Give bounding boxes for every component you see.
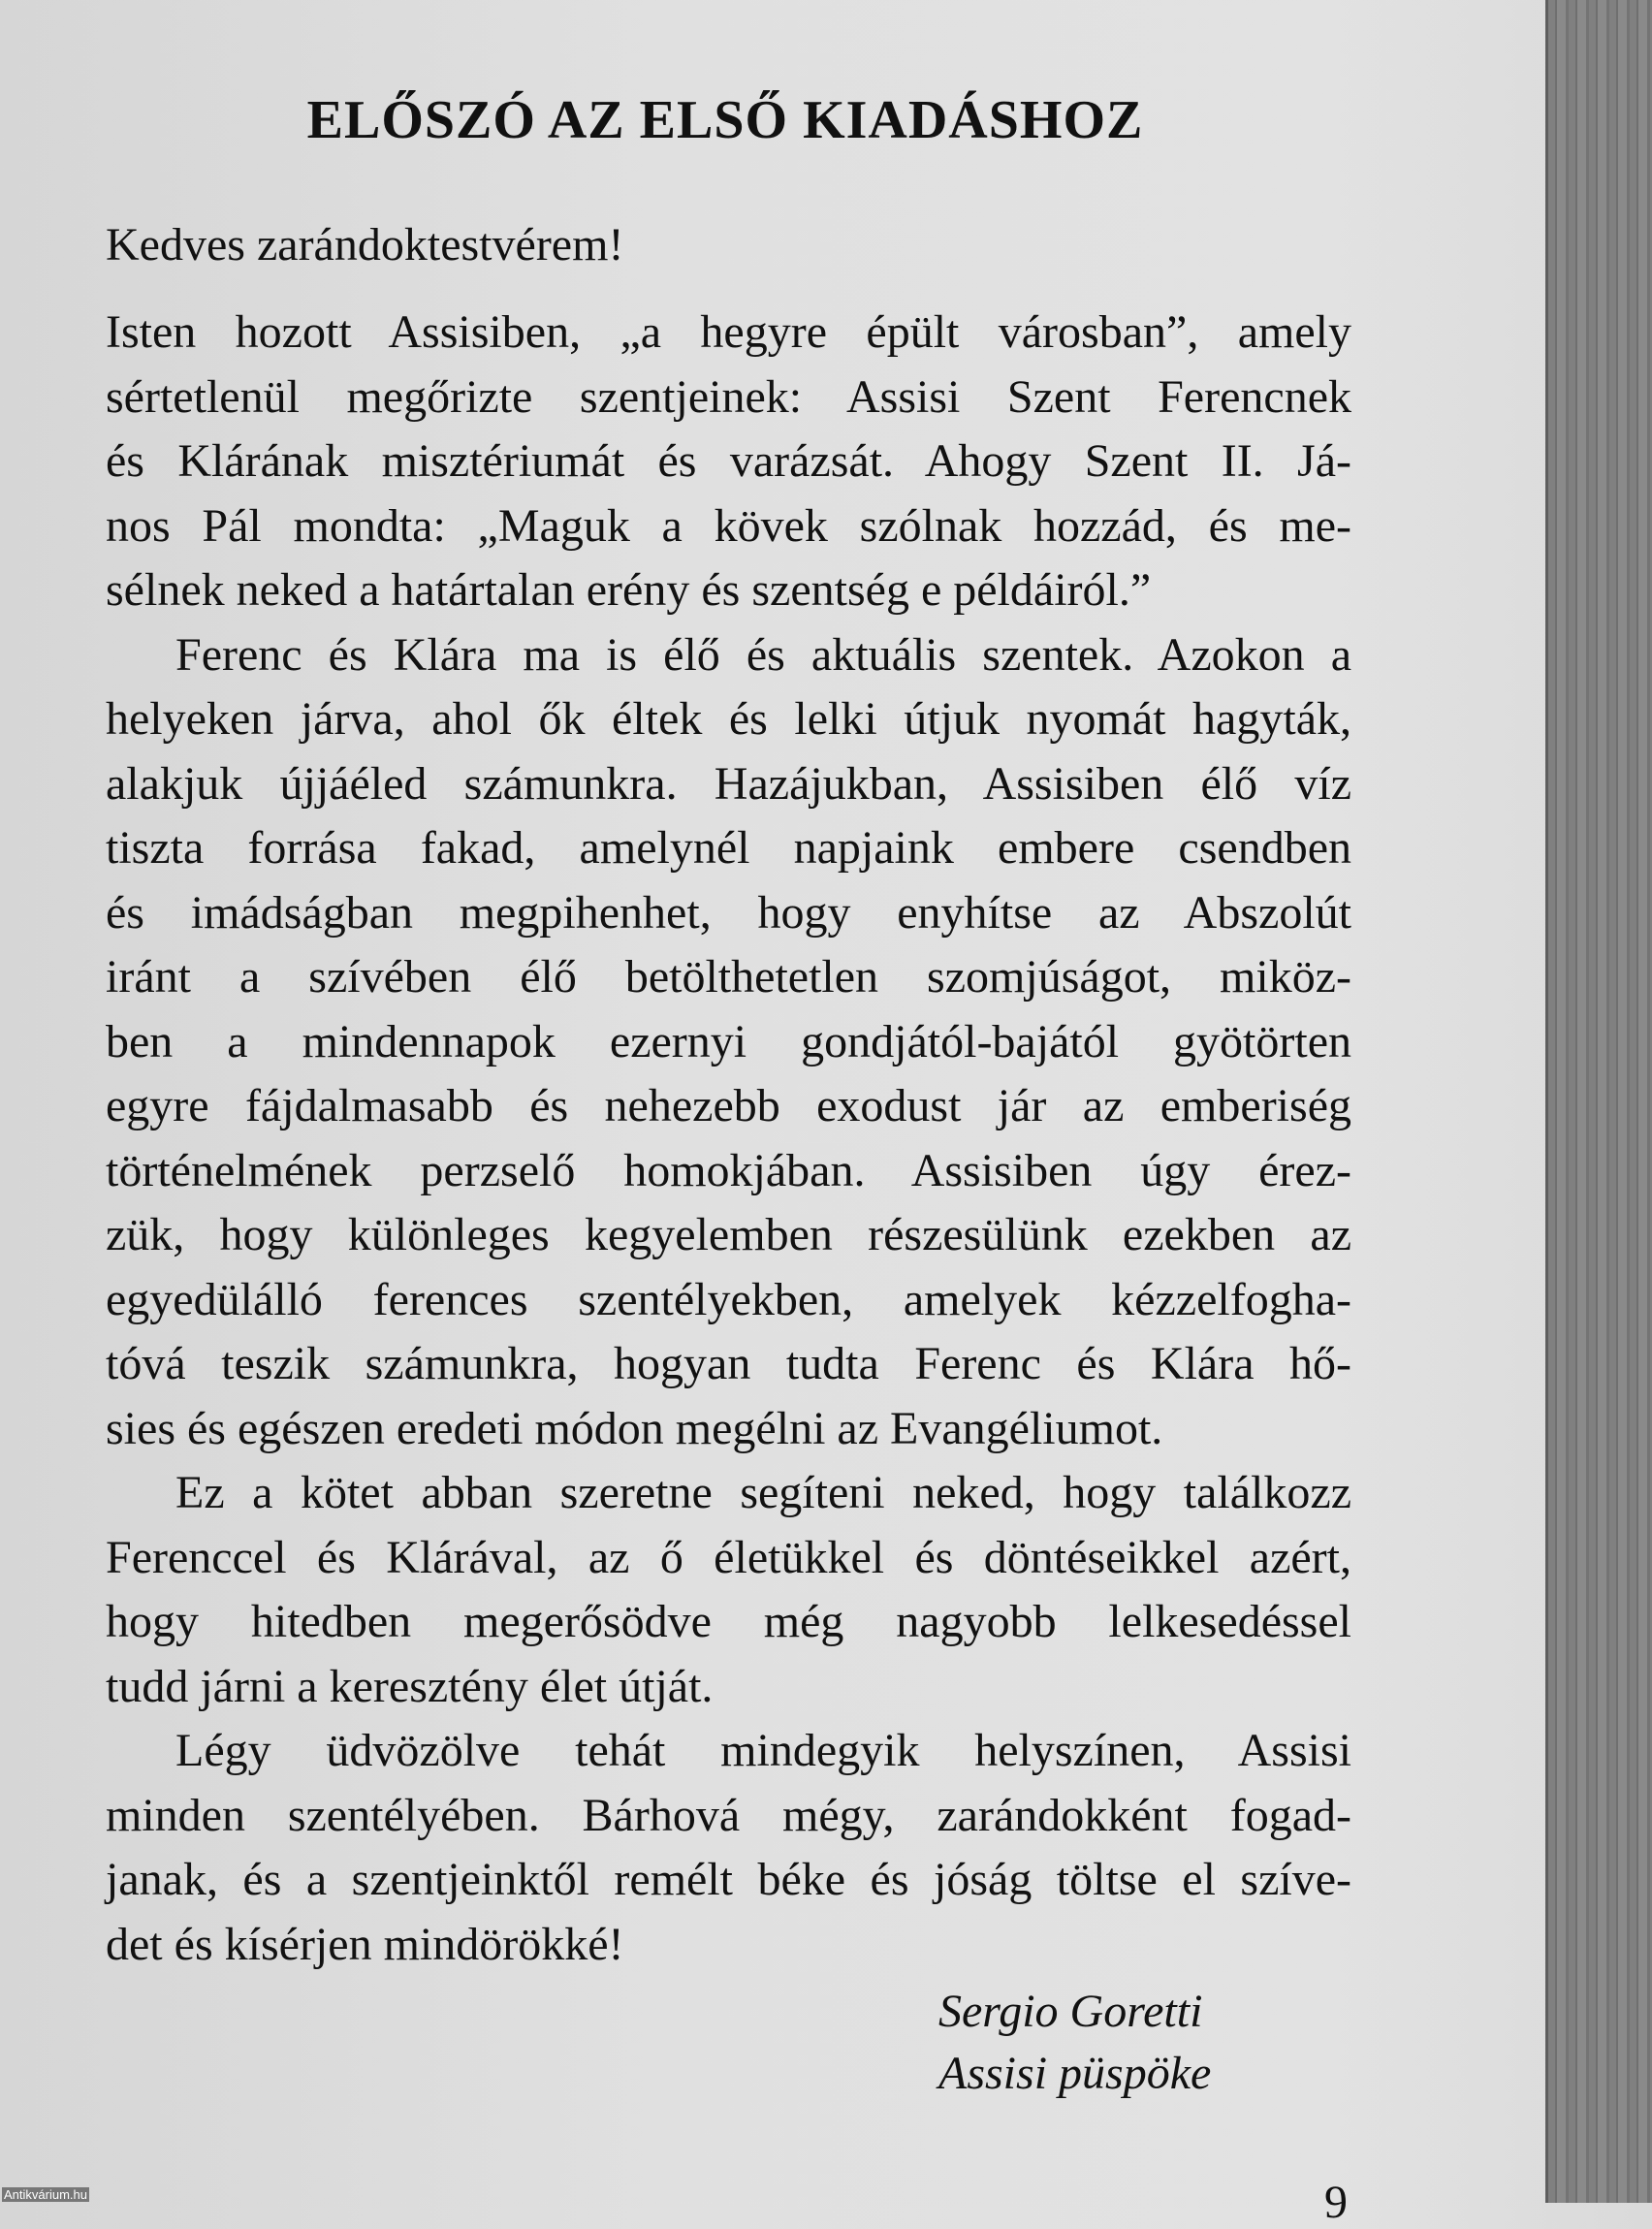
text-line: tóvá teszik számunkra, hogyan tudta Ferenc és Klára hő- (106, 1338, 1351, 1389)
text-line: alakjuk újjáéled számunkra. Hazájukban, Assisiben élő víz (106, 757, 1351, 810)
text-line: ben a mindennapok ezernyi gondjától-bajától gyötörten (106, 1015, 1351, 1067)
text-line: történelmének perzselő homokjában. Assisiben úgy érez- (106, 1144, 1351, 1196)
signature-role: Assisi püspöke (938, 2048, 1212, 2099)
text-line: sélnek neked a határtalan erény és szentség e példáiról.” (106, 564, 1152, 616)
text-line: zük, hogy különleges kegyelemben részesülünk ezekben az (106, 1209, 1351, 1260)
watermark: Antikvárium.hu (4, 2187, 87, 2202)
text-line: sértetlenül megőrizte szentjeinek: Assisi Szent Ferencnek (106, 370, 1351, 423)
text-line: sies és egészen eredeti módon megélni az Evangéliumot. (106, 1402, 1163, 1454)
text-line: Ez a kötet abban szeretne segíteni neked, hogy találkozz (175, 1467, 1351, 1518)
text-line: tiszta forrása fakad, amelynél napjaink embere csendben (106, 822, 1351, 874)
paragraph (106, 1461, 1351, 1719)
page-number: 9 (1324, 2177, 1348, 2228)
text-line: minden szentélyében. Bárhová mégy, zarándokként fogad- (106, 1789, 1351, 1841)
text-line: helyeken járva, ahol ők éltek és lelki útjuk nyomát hagyták, (106, 693, 1351, 745)
paragraph (106, 1719, 1351, 1977)
text-line: nos Pál mondta: „Maguk a kövek szólnak hozzád, és me- (106, 499, 1351, 552)
paragraph (106, 301, 1351, 623)
text-line: det és kísérjen mindörökké! (106, 1918, 624, 1970)
text-line: hogy hitedben megerősödve még nagyobb lelkesedéssel (106, 1596, 1351, 1647)
text-line: egyedülálló ferences szentélyekben, amelyek kézzelfogha- (106, 1273, 1351, 1325)
paragraph (106, 623, 1351, 1462)
text-line: tudd járni a keresztény élet útját. (106, 1660, 714, 1712)
text-line: Légy üdvözölve tehát mindegyik helyszínen, Assisi (175, 1725, 1351, 1776)
signature (938, 1981, 1211, 2105)
text-line: és imádságban megpihenhet, hogy enyhítse az Abszolút (106, 886, 1351, 939)
text-line: Ferenc és Klára ma is élő és aktuális szentek. Azokon a (175, 628, 1351, 681)
signature-name: Sergio Goretti (938, 1986, 1203, 2037)
text-line: iránt a szívében élő betölthetetlen szomjúságot, miköz- (106, 951, 1351, 1003)
text-line: Ferenccel és Klárával, az ő életükkel és döntéseikkel azért, (106, 1531, 1351, 1583)
text-line: Isten hozott Assisiben, „a hegyre épült városban”, amely (106, 306, 1351, 358)
greeting: Kedves zarándoktestvérem! (106, 219, 624, 271)
text-line: janak, és a szentjeinktől remélt béke és jóság töltse el szíve- (106, 1854, 1351, 1905)
text-line: egyre fájdalmasabb és nehezebb exodust jár az emberiség (106, 1080, 1351, 1131)
book-page-edge (1545, 0, 1652, 2203)
body-text (106, 301, 1351, 1977)
text-line: és Klárának misztériumát és varázsát. Ahogy Szent II. Já- (106, 435, 1351, 487)
chapter-title: ELŐSZÓ AZ ELSŐ KIADÁSHOZ (306, 90, 1144, 150)
